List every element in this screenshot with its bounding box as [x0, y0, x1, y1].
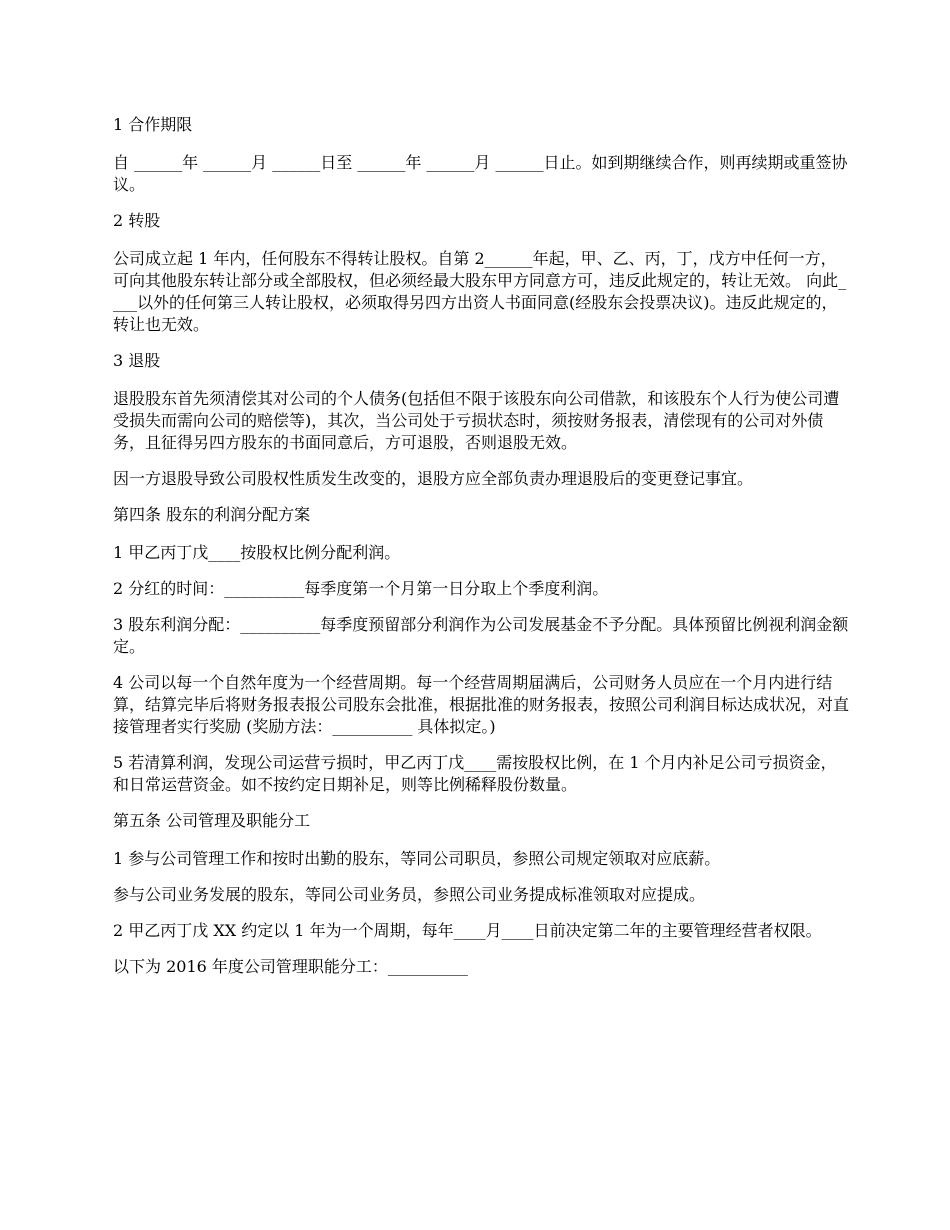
paragraph-withdrawal-registration: 因一方退股导致公司股权性质发生改变的，退股方应全部负责办理退股后的变更登记事宜。 [113, 469, 754, 488]
paragraph-profit-distribution-4: 4 公司以每一个自然年度为一个经营周期。每一个经营周期届满后，公司财务人员应在一个月内进行结算，结算完毕后将财务报表报公司股东会批准，根据批准的财务报表，按照公司利润目标达成状况，对直接管理者实行奖励 (奖励方法：__________ 具体拟定。) [113, 673, 850, 736]
paragraph-management-division: 以下为 2016 年度公司管理职能分工：__________ [113, 957, 468, 976]
section-heading-withdrawal: 3 退股 [113, 351, 161, 370]
paragraph-profit-distribution-1: 1 甲乙丙丁戊____按股权比例分配利润。 [113, 543, 401, 562]
paragraph-management-2: 2 甲乙丙丁戊 XX 约定以 1 年为一个周期，每年____月____日前决定第二年的主要管理经营者权限。 [113, 921, 822, 940]
paragraph-profit-distribution-5: 5 若清算利润，发现公司运营亏损时，甲乙丙丁戊____需按股权比例，在 1 个月内补足公司亏损资金，和日常运营资金。如不按约定日期补足，则等比例稀释股份数量。 [113, 753, 837, 794]
paragraph-share-transfer-rules: 公司成立起 1 年内，任何股东不得转让股权。自第 2______年起，甲、乙、丙，丁，戊方中任何一方，可向其他股东转让部分或全部股权，但必须经最大股东甲方同意方可，违反此规定的，转让无效。 向此____以外的任何第三人转让股权，必须取得另四方出资人书面同意(经股东会投票决议)。违反此规定的，转让也无效。 [113, 249, 847, 334]
paragraph-profit-distribution-2: 2 分红的时间：__________每季度第一个月第一日分取上个季度利润。 [113, 579, 609, 598]
article-five-heading: 第五条 公司管理及职能分工 [113, 811, 311, 830]
paragraph-cooperation-period: 自 ______年 ______月 ______日至 ______年 ______月 ______日止。如到期继续合作，则再续期或重签协议。 [113, 153, 848, 194]
paragraph-business-shareholders: 参与公司业务发展的股东，等同公司业务员，参照公司业务提成标准领取对应提成。 [113, 885, 706, 904]
section-heading-share-transfer: 2 转股 [113, 211, 161, 230]
paragraph-profit-distribution-3: 3 股东利润分配：__________每季度预留部分利润作为公司发展基金不予分配。具体预留比例视利润金额定。 [113, 615, 849, 656]
article-four-heading: 第四条 股东的利润分配方案 [113, 505, 311, 524]
paragraph-withdrawal-conditions: 退股股东首先须清偿其对公司的个人债务(包括但不限于该股东向公司借款，和该股东个人行为使公司遭受损失而需向公司的赔偿等)，其次，当公司处于亏损状态时，须按财务报表，清偿现有的公司对外债务，且征得另四方股东的书面同意后，方可退股，否则退股无效。 [113, 389, 840, 452]
paragraph-management-1: 1 参与公司管理工作和按时出勤的股东，等同公司职员，参照公司规定领取对应底薪。 [113, 849, 721, 868]
section-heading-cooperation-term: 1 合作期限 [113, 115, 193, 134]
